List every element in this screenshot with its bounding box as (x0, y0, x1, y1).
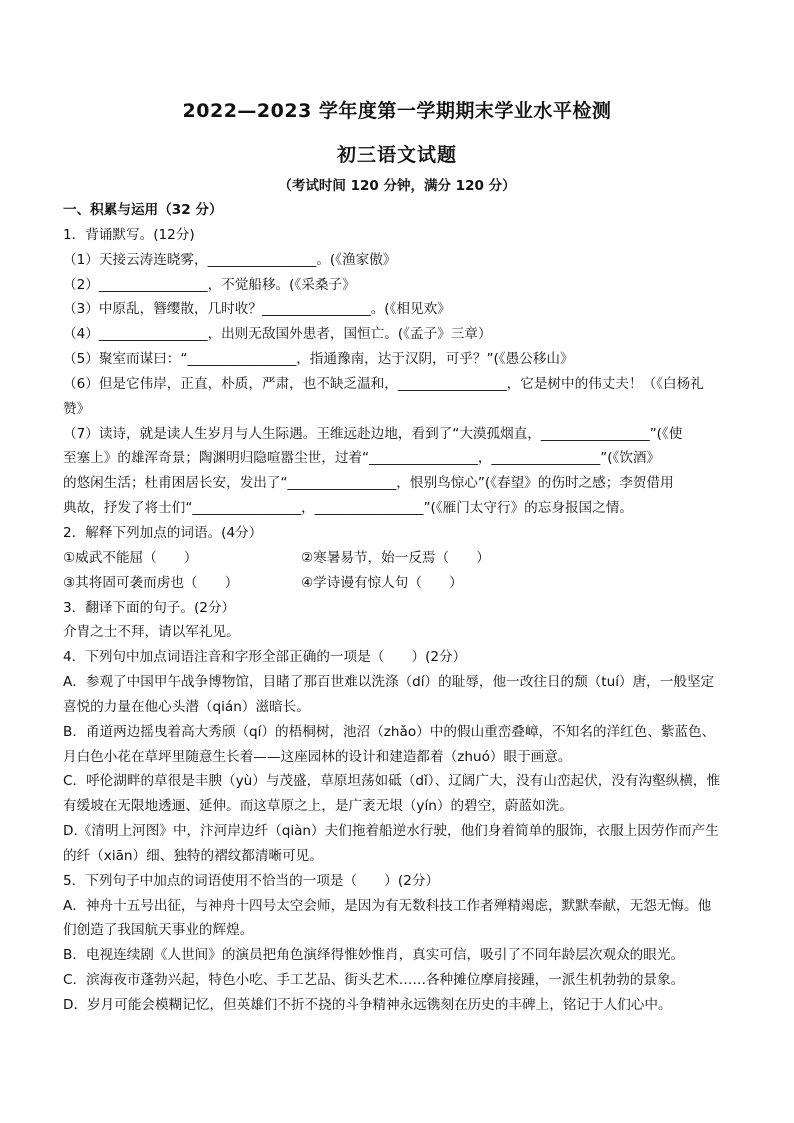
question-4-option-a-cont: 喜悦的力量在他心头潜（qián）滋暗长。 (63, 698, 310, 715)
question-1-item-7: （7）读诗，就是读人生岁月与人生际遇。王维远赴边地，看到了“大漠孤烟直，________________”(《使 (63, 425, 683, 442)
question-1-item-7-cont: 至塞上》的雄浑奇景；陶渊明归隐喧嚣尘世，过着“________________，________________”(《饮酒》 (63, 450, 661, 467)
question-3-stem: 3．翻译下面的句子。(2分） (63, 599, 236, 616)
exam-time-note: （考试时间 120 分钟，满分 120 分） (278, 178, 516, 194)
question-4-option-c: C．呼伦湖畔的草很是丰腴（yù）与茂盛，草原坦荡如砥（dǐ）、辽阔广大，没有山峦起伏，没有沟壑纵横，惟 (63, 773, 721, 790)
question-2-item: ③其将固可袭而虏也（ ） (63, 574, 239, 591)
question-1-item-3: （3）中原乱，簪缨散，几时收？________________。(《相见欢》 (63, 301, 451, 318)
question-2-stem: 2．解释下列加点的词语。(4分） (63, 524, 263, 541)
question-1-item-6: （6）但是它伟岸，正直，朴质，严肃，也不缺乏温和，________________，它是树中的伟丈夫！（《白杨礼 (63, 375, 704, 392)
question-1-item-6-cont: 赞》 (63, 400, 91, 417)
question-5-option-d: D．岁月可能会模糊记忆，但英雄们不折不挠的斗争精神永远镌刻在历史的丰碑上，铭记于人们心中。 (63, 997, 672, 1013)
question-1-item-7-cont: 的悠闲生活；杜甫困居长安，发出了“________________，恨别鸟惊心”(《春望》的伤时之感；李贺借用 (63, 475, 674, 492)
question-4-option-a: A．参观了中国甲午战争博物馆，目睹了那百世难以洗涤（dí）的耻辱，他一改往日的颓（tuí）唐，一般坚定 (63, 674, 715, 691)
question-4-option-b: B．甬道两边摇曳着高大秀颀（qí）的梧桐树，池沼（zhǎo）中的假山重峦叠嶂，不知名的洋红色、紫蓝色、 (63, 723, 716, 740)
question-1-item-2: （2）________________，不觉船移。(《采桑子》 (63, 276, 356, 293)
question-1-item-4: （4）________________，出则无敌国外患者，国恒亡。(《孟子》三章） (63, 326, 492, 343)
question-3-sentence: 介胄之士不拜，请以军礼见。 (63, 624, 240, 641)
question-4-option-b-cont: 月白色小花在草坪里随意生长着——这座园林的设计和建造都着（zhuó）眼于画意。 (63, 748, 572, 765)
question-2-item: ②寒暑易节，始一反焉（ ） (301, 549, 490, 566)
question-1-item-1: （1）天接云涛连晓雾，________________。(《渔家傲》 (63, 251, 397, 268)
question-4-option-d-cont: 的纤（xiān）细、独特的褶纹都清晰可见。 (63, 847, 323, 864)
question-2-item: ①威武不能屈（ ） (63, 549, 198, 566)
question-1-stem: 1．背诵默写。(12分) (63, 226, 195, 243)
question-5-stem: 5．下列句子中加点的词语使用不恰当的一项是（ ）(2分） (63, 872, 440, 889)
question-4-option-c-cont: 有缓坡在无限地透逦、延伸。而这草原之上，是广袤无垠（yín）的碧空，蔚蓝如洗。 (63, 798, 573, 815)
question-2-item: ④学诗谩有惊人句（ ） (301, 574, 463, 591)
question-1-item-5: （5）聚室而谋曰：“________________，指通豫南，达于汉阴，可乎？”(《愚公移山》 (63, 351, 574, 368)
exam-title: 2022—2023 学年度第一学期期末学业水平检测 (182, 100, 612, 122)
question-1-item-7-cont: 典故，抒发了将士们“________________，________________”(《雁门太守行》的忘身报国之情。 (63, 500, 633, 517)
question-2-row (63, 571, 731, 596)
question-5-option-b: B．电视连续剧《人世间》的演员把角色演绎得惟妙惟肖，真实可信，吸引了不同年龄层次观众的眼光。 (63, 947, 685, 964)
question-5-option-a-cont: 们创造了我国航天事业的辉煌。 (63, 922, 254, 939)
question-2-row (63, 546, 731, 571)
section-heading: 一、积累与运用（32 分） (63, 202, 223, 218)
question-4-stem: 4．下列句中加点词语注音和字形全部正确的一项是（ ）(2分） (63, 649, 467, 666)
question-4-option-d: D.《清明上河图》中，汴河岸边纤（qiàn）夫们拖着船逆水行驶，他们身着简单的服饰，衣服上因劳作而产生 (63, 823, 719, 840)
exam-content (63, 198, 731, 1018)
question-5-option-a: A．神舟十五号出征，与神舟十四号太空会师，是因为有无数科技工作者殚精竭虑，默默奉献，无怨无悔。他 (63, 897, 712, 914)
exam-subtitle: 初三语文试题 (336, 144, 457, 166)
question-5-option-c: C．滨海夜市蓬勃兴起，特色小吃、手工艺品、街头艺术……各种摊位摩肩接踵，一派生机勃勃的景象。 (63, 972, 685, 989)
